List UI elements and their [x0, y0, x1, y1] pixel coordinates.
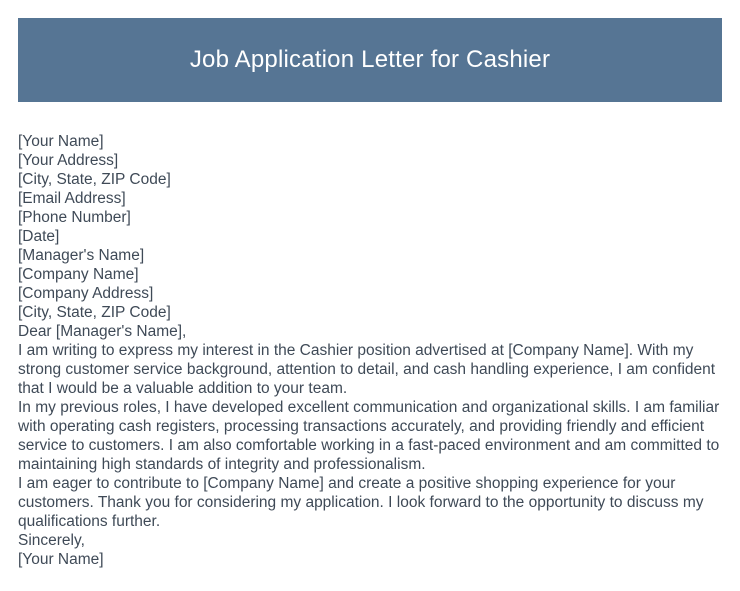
paragraph-closing: I am eager to contribute to [Company Name] and create a positive shopping experience for your customers. Thank you for considering my application. I look forward to the opportunity to discuss my qualifications further. — [18, 475, 704, 530]
sender-name: [Your Name] — [18, 133, 104, 150]
recipient-company-name: [Company Name] — [18, 266, 139, 283]
letter-date: [Date] — [18, 228, 60, 245]
salutation: Dear [Manager's Name], — [18, 323, 187, 340]
sender-address-block — [18, 132, 722, 246]
signature-name: [Your Name] — [18, 551, 104, 568]
closing-phrase: Sincerely, — [18, 532, 85, 549]
document-header-band — [18, 18, 722, 102]
sender-city-state-zip: [City, State, ZIP Code] — [18, 171, 171, 188]
recipient-city-state-zip: [City, State, ZIP Code] — [18, 304, 171, 321]
sender-phone: [Phone Number] — [18, 209, 131, 226]
sender-email: [Email Address] — [18, 190, 126, 207]
paragraph-intro: I am writing to express my interest in the Cashier position advertised at [Company Name]. With my strong customer service background, attention to detail, and cash handling experience, I am confident that I would be a valuable addition to your team. — [18, 342, 716, 397]
recipient-company-address: [Company Address] — [18, 285, 154, 302]
recipient-manager-name: [Manager's Name] — [18, 247, 145, 264]
recipient-address-block — [18, 246, 722, 322]
letter-body — [18, 132, 722, 569]
document-title: Job Application Letter for Cashier — [189, 45, 551, 73]
paragraph-experience: In my previous roles, I have developed excellent communication and organizational skills. I am familiar with operating cash registers, processing transactions accurately, and providing friendly and efficient service to customers. I am also comfortable working in a fast-paced environment and am committed to maintaining high standards of integrity and professionalism. — [18, 399, 720, 473]
sender-address: [Your Address] — [18, 152, 119, 169]
